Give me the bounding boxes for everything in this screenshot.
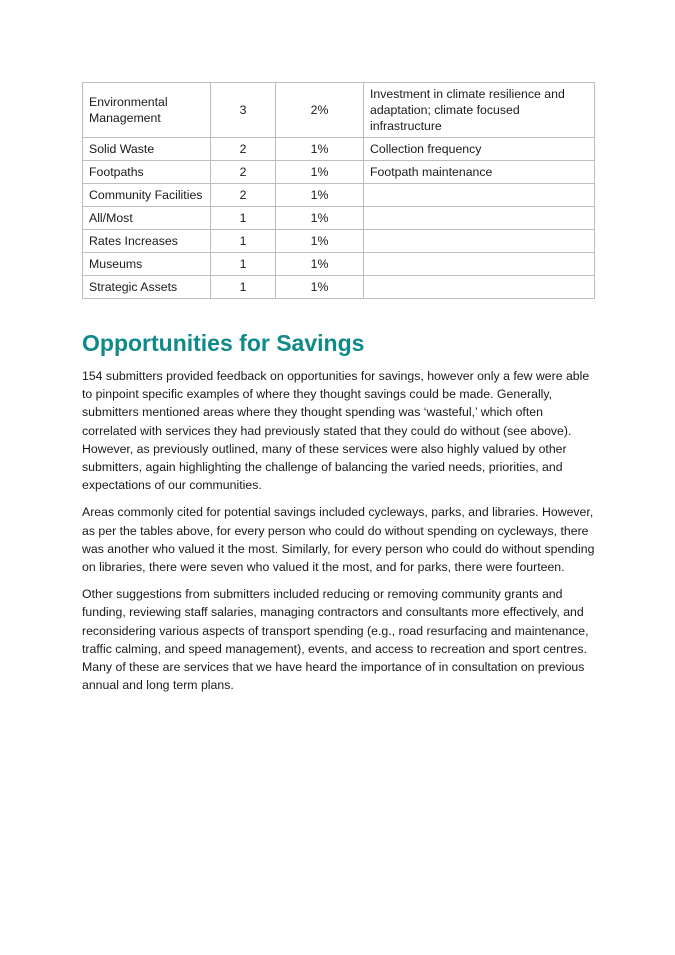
count-cell: 2 xyxy=(211,138,276,161)
paragraph: 154 submitters provided feedback on opportunities for savings, however only a few were able to pinpoint specific examples of where they thought savings could be made. Generally, submitters mentioned areas where they thought spending was ‘wasteful,’ which often correlated with services they had previously stated that they could do without (see above). However, as previously outlined, many of these services were also highly valued by other submitters, again highlighting the challenge of balancing the varied needs, priorities, and expectations of our communities. xyxy=(82,369,590,493)
note-cell: Collection frequency xyxy=(364,138,595,161)
percent-cell: 1% xyxy=(276,161,364,184)
service-cell: Museums xyxy=(83,253,211,276)
service-cell: All/Most xyxy=(83,207,211,230)
count-cell: 2 xyxy=(211,184,276,207)
table-row xyxy=(83,276,595,299)
percent-cell: 1% xyxy=(276,207,364,230)
table-container xyxy=(82,82,594,299)
section-body xyxy=(82,367,596,703)
count-cell: 2 xyxy=(211,161,276,184)
count-cell: 1 xyxy=(211,253,276,276)
count-cell: 1 xyxy=(211,276,276,299)
note-cell: Footpath maintenance xyxy=(364,161,595,184)
table-row xyxy=(83,230,595,253)
table-row xyxy=(83,83,595,138)
note-cell xyxy=(364,230,595,253)
note-cell xyxy=(364,253,595,276)
count-cell: 1 xyxy=(211,207,276,230)
service-cell: Strategic Assets xyxy=(83,276,211,299)
percent-cell: 1% xyxy=(276,138,364,161)
service-cell: Rates Increases xyxy=(83,230,211,253)
table-row xyxy=(83,184,595,207)
service-cell: Environmental Management xyxy=(83,83,211,138)
table-row xyxy=(83,161,595,184)
note-cell xyxy=(364,276,595,299)
table-row xyxy=(83,207,595,230)
service-cell: Footpaths xyxy=(83,161,211,184)
table-row xyxy=(83,253,595,276)
savings-table xyxy=(82,82,595,299)
note-cell xyxy=(364,207,595,230)
paragraph: Other suggestions from submitters included reducing or removing community grants and funding, reviewing staff salaries, managing contractors and consultants more effectively, and reconsidering various aspects of transport spending (e.g., road resurfacing and maintenance, traffic calming, and speed management), events, and access to recreation and sport centres. Many of these are services that we have heard the importance of in consultation on previous annual and long term plans. xyxy=(82,587,589,693)
paragraph: Areas commonly cited for potential savings included cycleways, parks, and libraries. However, as per the tables above, for every person who could do without spending on cycleways, there was another who valued it the most. Similarly, for every person who could do without spending on libraries, there were seven who valued it the most, and for parks, there were fourteen. xyxy=(82,505,595,575)
count-cell: 3 xyxy=(211,83,276,138)
percent-cell: 1% xyxy=(276,276,364,299)
section-heading: Opportunities for Savings xyxy=(82,330,365,356)
note-cell xyxy=(364,184,595,207)
count-cell: 1 xyxy=(211,230,276,253)
percent-cell: 1% xyxy=(276,253,364,276)
percent-cell: 2% xyxy=(276,83,364,138)
service-cell: Solid Waste xyxy=(83,138,211,161)
note-cell: Investment in climate resilience and adaptation; climate focused infrastructure xyxy=(364,83,595,138)
percent-cell: 1% xyxy=(276,184,364,207)
percent-cell: 1% xyxy=(276,230,364,253)
service-cell: Community Facilities xyxy=(83,184,211,207)
table-row xyxy=(83,138,595,161)
